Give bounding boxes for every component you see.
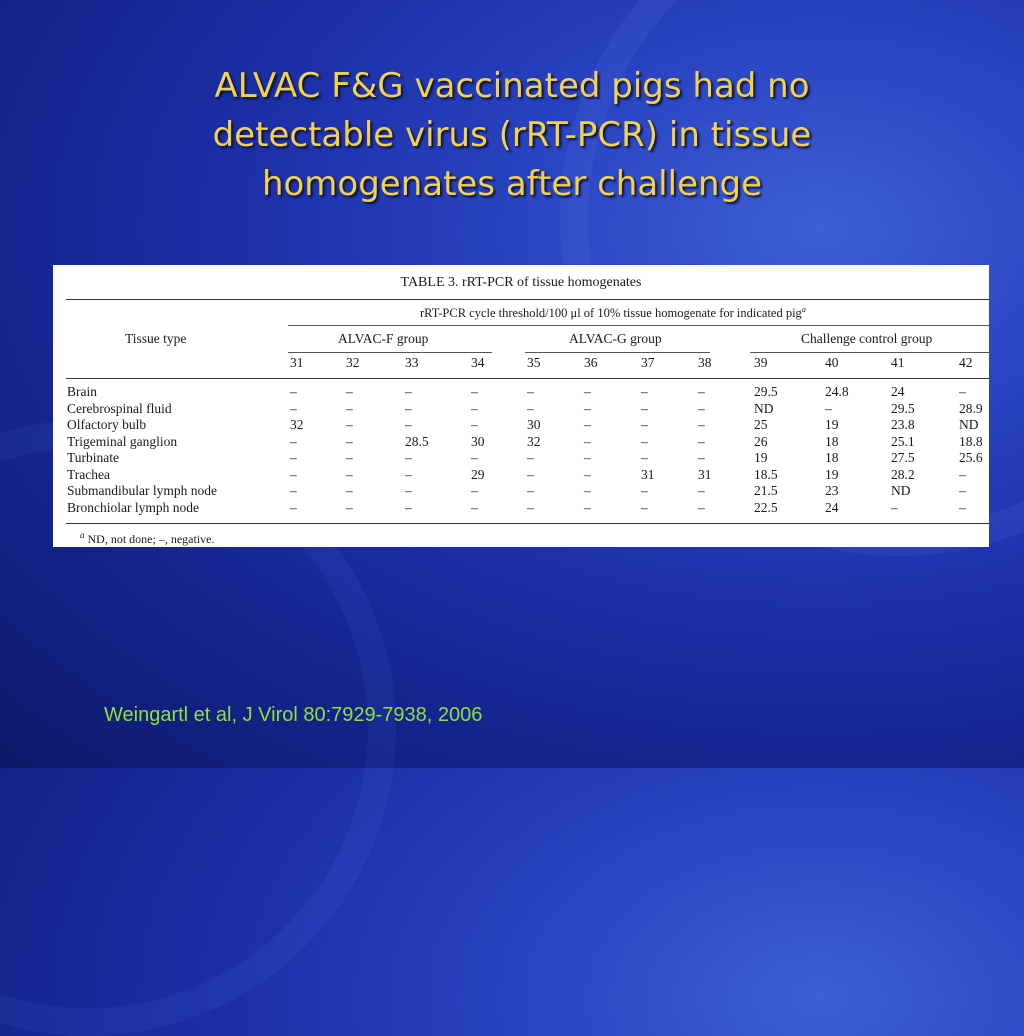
group-label-challenge: Challenge control group bbox=[801, 331, 933, 346]
table-cell: – bbox=[641, 433, 648, 449]
table-cell: ND bbox=[754, 400, 774, 416]
table-cell: – bbox=[584, 483, 591, 498]
table-cell: – bbox=[527, 466, 534, 482]
table-cell: ND bbox=[891, 483, 911, 498]
table-cell: 26 bbox=[754, 433, 768, 449]
table-rule-bottom bbox=[66, 523, 989, 524]
table-cell: – bbox=[346, 384, 353, 399]
table-footnote bbox=[80, 530, 214, 547]
table-cell: – bbox=[584, 417, 591, 432]
table-cell: – bbox=[527, 483, 534, 498]
table-cell: – bbox=[825, 400, 832, 416]
table-cell: – bbox=[471, 400, 478, 416]
table-cell: 30 bbox=[527, 417, 541, 432]
pig-id-header: 35 bbox=[527, 355, 541, 370]
table-cell: – bbox=[346, 499, 353, 515]
table-cell: – bbox=[290, 499, 297, 515]
pig-id-header: 36 bbox=[584, 355, 598, 370]
table-cell: – bbox=[959, 384, 966, 399]
table-cell: – bbox=[641, 400, 648, 416]
table-cell: – bbox=[405, 400, 412, 416]
table-cell: – bbox=[290, 450, 297, 465]
table-cell: – bbox=[698, 450, 705, 465]
table-cell: – bbox=[698, 384, 705, 399]
table-cell: 32 bbox=[527, 433, 541, 449]
table-cell: 24 bbox=[891, 384, 905, 399]
pig-id-header: 41 bbox=[891, 355, 905, 370]
table-cell: 19 bbox=[825, 417, 839, 432]
table-cell: – bbox=[584, 466, 591, 482]
pig-id-header: 37 bbox=[641, 355, 655, 370]
group-rule-alvac-g bbox=[525, 352, 710, 353]
table-cell: 24 bbox=[825, 499, 839, 515]
table-cell: – bbox=[471, 417, 478, 432]
tissue-label: Olfactory bulb bbox=[67, 417, 147, 432]
table-cell: – bbox=[584, 384, 591, 399]
table-cell: 22.5 bbox=[754, 499, 778, 515]
table-cell: – bbox=[584, 433, 591, 449]
table-cell: 28.2 bbox=[891, 466, 915, 482]
pig-id-header: 33 bbox=[405, 355, 419, 370]
pig-id-header: 31 bbox=[290, 355, 304, 370]
table-cell: 24.8 bbox=[825, 384, 849, 399]
table-cell: 27.5 bbox=[891, 450, 915, 465]
table-spanner-note: a bbox=[801, 305, 806, 314]
table-cell: – bbox=[698, 499, 705, 515]
tissue-label: Cerebrospinal fluid bbox=[67, 400, 172, 416]
footnote-text: ND, not done; –, negative. bbox=[87, 532, 215, 546]
data-table bbox=[53, 265, 989, 547]
table-cell: 29 bbox=[471, 466, 485, 482]
table-cell: – bbox=[698, 417, 705, 432]
table-cell: 23.8 bbox=[891, 417, 915, 432]
pig-id-header: 42 bbox=[959, 355, 973, 370]
table-cell: – bbox=[346, 433, 353, 449]
table-cell: – bbox=[959, 483, 966, 498]
table-cell: – bbox=[641, 450, 648, 465]
row-header: Tissue type bbox=[125, 331, 187, 346]
slide-title bbox=[60, 62, 964, 209]
slide-title-line: detectable virus (rRT-PCR) in tissue bbox=[212, 115, 812, 155]
table-cell: 30 bbox=[471, 433, 485, 449]
table-cell: ND bbox=[959, 417, 979, 432]
table-cell: – bbox=[527, 384, 534, 399]
table-cell: – bbox=[290, 400, 297, 416]
table-cell: – bbox=[584, 450, 591, 465]
table-cell: – bbox=[405, 384, 412, 399]
table-cell: – bbox=[698, 483, 705, 498]
table-cell: 31 bbox=[641, 466, 655, 482]
table-cell: 31 bbox=[698, 466, 712, 482]
table-cell: – bbox=[471, 499, 478, 515]
table-cell: 21.5 bbox=[754, 483, 778, 498]
table-cell: 32 bbox=[290, 417, 304, 432]
table-cell: – bbox=[346, 466, 353, 482]
tissue-label: Brain bbox=[67, 384, 97, 399]
table-cell: 28.9 bbox=[959, 400, 983, 416]
table-cell: – bbox=[405, 417, 412, 432]
table-cell: – bbox=[405, 483, 412, 498]
pig-id-header: 32 bbox=[346, 355, 360, 370]
table-cell: – bbox=[527, 499, 534, 515]
table-cell: – bbox=[290, 466, 297, 482]
pig-id-header: 38 bbox=[698, 355, 712, 370]
table-cell: – bbox=[641, 499, 648, 515]
table-cell: – bbox=[641, 483, 648, 498]
table-cell: – bbox=[641, 384, 648, 399]
table-cell: 25.6 bbox=[959, 450, 983, 465]
table-cell: – bbox=[290, 433, 297, 449]
table-cell: – bbox=[471, 450, 478, 465]
table-cell: 28.5 bbox=[405, 433, 429, 449]
table-cell: 18.5 bbox=[754, 466, 778, 482]
pig-id-header: 34 bbox=[471, 355, 485, 370]
tissue-label: Trachea bbox=[67, 466, 110, 482]
table-cell: – bbox=[346, 483, 353, 498]
group-label-alvac-f: ALVAC-F group bbox=[338, 331, 429, 346]
slide-title-line: ALVAC F&G vaccinated pigs had no bbox=[214, 66, 810, 106]
group-rule-alvac-f bbox=[288, 352, 492, 353]
spanner-rule bbox=[288, 325, 989, 326]
table-rule-top bbox=[66, 299, 989, 300]
table-cell: – bbox=[584, 400, 591, 416]
table-cell: – bbox=[346, 417, 353, 432]
table-cell: – bbox=[346, 400, 353, 416]
table-cell: 29.5 bbox=[891, 400, 915, 416]
table-cell: 19 bbox=[754, 450, 768, 465]
group-rule-challenge bbox=[750, 352, 989, 353]
table-spanner bbox=[420, 305, 806, 321]
table-cell: – bbox=[471, 483, 478, 498]
header-rule-bottom bbox=[66, 378, 989, 379]
table-cell: 23 bbox=[825, 483, 839, 498]
table-cell: – bbox=[471, 384, 478, 399]
pig-id-header: 39 bbox=[754, 355, 768, 370]
table-cell: – bbox=[346, 450, 353, 465]
table-cell: – bbox=[290, 384, 297, 399]
table-cell: – bbox=[698, 400, 705, 416]
tissue-label: Turbinate bbox=[67, 450, 120, 465]
table-cell: – bbox=[527, 450, 534, 465]
table-cell: – bbox=[959, 499, 966, 515]
table-cell: 18 bbox=[825, 433, 839, 449]
tissue-label: Submandibular lymph node bbox=[67, 483, 217, 498]
pig-id-header: 40 bbox=[825, 355, 839, 370]
table-cell: 25 bbox=[754, 417, 768, 432]
table-cell: – bbox=[405, 450, 412, 465]
footnote-mark: a bbox=[80, 530, 85, 540]
tissue-label: Trigeminal ganglion bbox=[67, 433, 178, 449]
table-cell: – bbox=[698, 433, 705, 449]
tissue-label: Bronchiolar lymph node bbox=[67, 499, 199, 515]
citation: Weingartl et al, J Virol 80:7929-7938, 2006 bbox=[104, 704, 483, 726]
table-cell: 25.1 bbox=[891, 433, 915, 449]
table-cell: – bbox=[959, 466, 966, 482]
table-cell: 29.5 bbox=[754, 384, 778, 399]
table-cell: – bbox=[891, 499, 898, 515]
table-cell: 19 bbox=[825, 466, 839, 482]
table-caption: TABLE 3. rRT-PCR of tissue homogenates bbox=[400, 275, 642, 290]
table-cell: 18.8 bbox=[959, 433, 983, 449]
slide-title-line: homogenates after challenge bbox=[261, 164, 763, 204]
table-cell: – bbox=[290, 483, 297, 498]
table-cell: – bbox=[584, 499, 591, 515]
table-cell: 18 bbox=[825, 450, 839, 465]
table-cell: – bbox=[405, 466, 412, 482]
table-spanner-text: rRT-PCR cycle threshold/100 μl of 10% tissue homogenate for indicated pig bbox=[420, 306, 802, 321]
table-cell: – bbox=[405, 499, 412, 515]
table-cell: – bbox=[527, 400, 534, 416]
table-cell: – bbox=[641, 417, 648, 432]
group-label-alvac-g: ALVAC-G group bbox=[569, 331, 662, 346]
